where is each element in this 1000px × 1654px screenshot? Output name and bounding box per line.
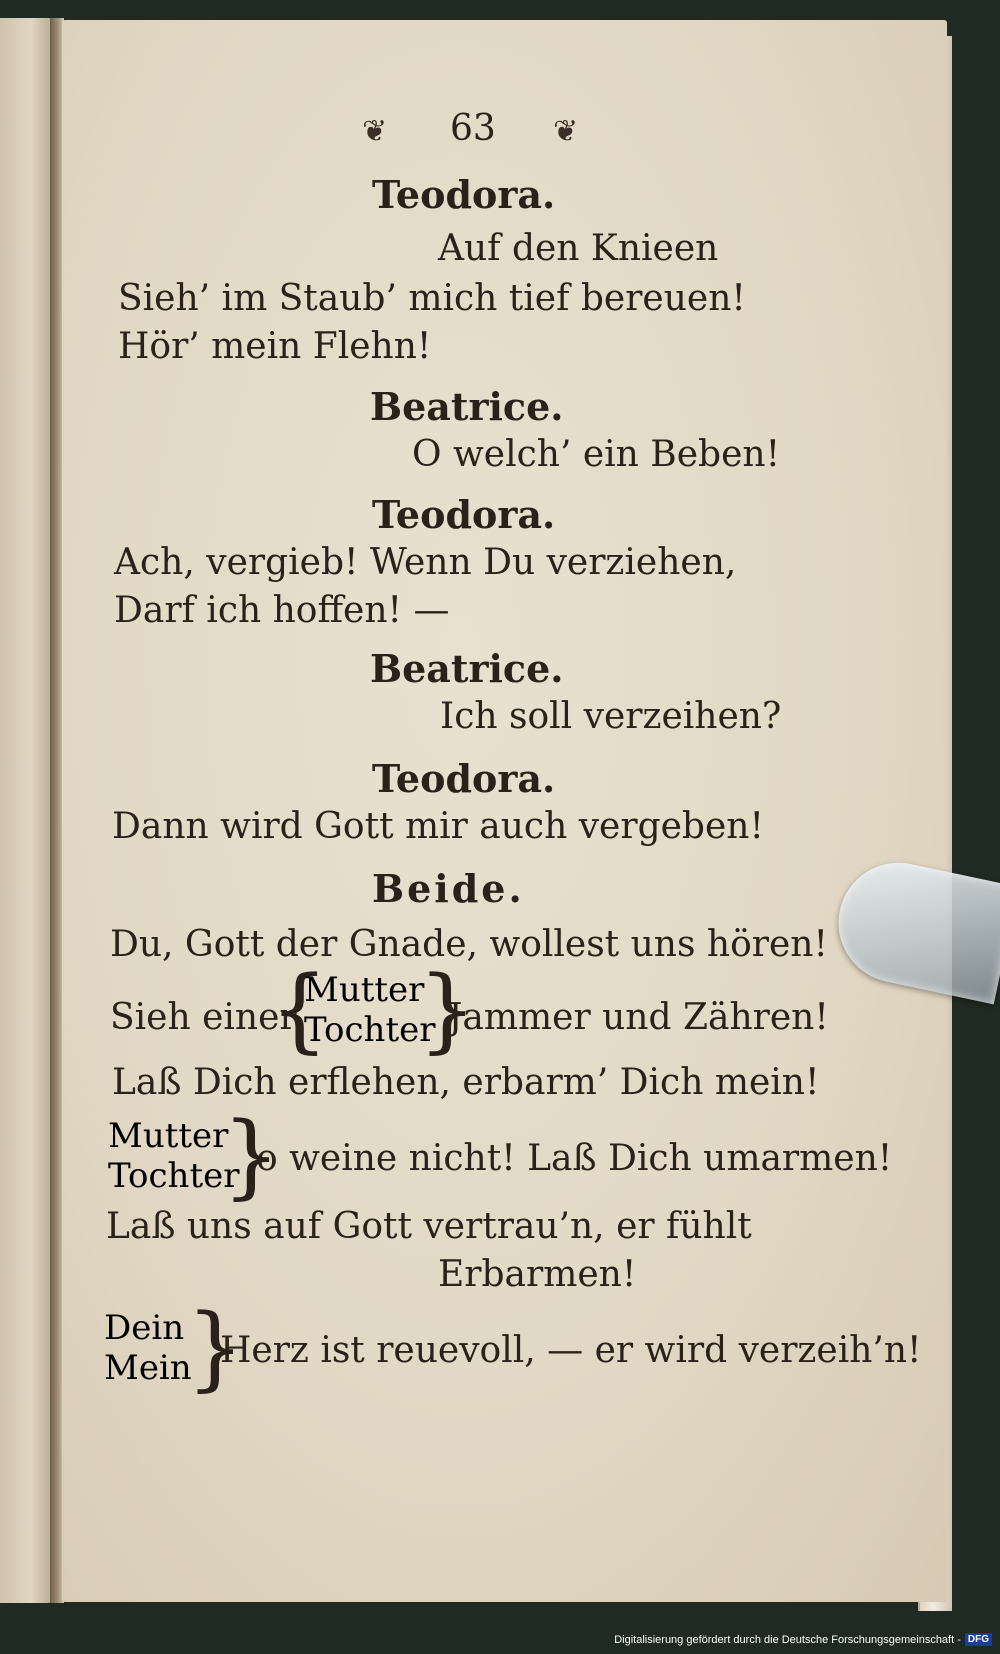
speaker-beide: Beide. bbox=[372, 866, 525, 911]
right-brace-icon: } bbox=[222, 1102, 281, 1209]
alternative-stack bbox=[108, 1116, 239, 1196]
verse-line: Laß uns auf Gott vertrau’n, er fühlt bbox=[106, 1206, 752, 1247]
verse-line-suffix: Jammer und Zähren! bbox=[448, 997, 829, 1038]
alternative-stack bbox=[104, 1308, 192, 1388]
verse-line-prefix: Sieh einer bbox=[110, 997, 297, 1038]
speaker-teodora: Teodora. bbox=[372, 756, 556, 801]
verse-line: Dann wird Gott mir auch vergeben! bbox=[112, 806, 764, 847]
ornament-left-icon: ❦ bbox=[362, 114, 388, 149]
verse-line-continuation: Erbarmen! bbox=[438, 1254, 637, 1295]
ornament-right-icon: ❦ bbox=[553, 114, 579, 149]
speaker-teodora: Teodora. bbox=[372, 172, 556, 217]
left-page-edge bbox=[0, 18, 52, 1603]
alternative-dein: Dein bbox=[104, 1308, 185, 1348]
alternative-mutter: Mutter bbox=[108, 1116, 229, 1156]
verse-line: O welch’ ein Beben! bbox=[412, 434, 781, 475]
verse-line-suffix: o weine nicht! Laß Dich umarmen! bbox=[256, 1138, 893, 1179]
verse-line: Laß Dich erflehen, erbarm’ Dich mein! bbox=[112, 1062, 820, 1103]
alternative-stack bbox=[304, 970, 435, 1050]
alternative-mein: Mein bbox=[104, 1348, 192, 1388]
verse-line: Sieh’ im Staub’ mich tief bereuen! bbox=[118, 278, 746, 319]
page-number: 63 bbox=[450, 108, 496, 149]
verse-line: Auf den Knieen bbox=[438, 228, 719, 269]
verse-line: Darf ich hoffen! — bbox=[114, 590, 450, 631]
digitization-credit bbox=[614, 1633, 992, 1646]
verse-line: Hör’ mein Flehn! bbox=[118, 326, 432, 367]
left-brace-icon: { bbox=[270, 956, 329, 1063]
right-brace-icon: } bbox=[418, 956, 477, 1063]
credit-text: Digitalisierung gefördert durch die Deutsche Forschungsgemeinschaft - bbox=[614, 1633, 961, 1646]
right-brace-icon: } bbox=[186, 1294, 245, 1401]
speaker-beatrice: Beatrice. bbox=[370, 646, 564, 691]
verse-line: Ach, vergieb! Wenn Du verziehen, bbox=[114, 542, 737, 583]
verse-line-suffix: Herz ist reuevoll, — er wird verzeih’n! bbox=[220, 1330, 922, 1371]
alternative-tochter: Tochter bbox=[304, 1010, 436, 1050]
verse-line: Du, Gott der Gnade, wollest uns hören! bbox=[110, 924, 828, 965]
alternative-tochter: Tochter bbox=[108, 1156, 240, 1196]
alternative-mutter: Mutter bbox=[304, 970, 425, 1010]
dfg-logo: DFG bbox=[965, 1633, 992, 1646]
verse-line: Ich soll verzeihen? bbox=[440, 696, 782, 737]
speaker-teodora: Teodora. bbox=[372, 492, 556, 537]
speaker-beatrice: Beatrice. bbox=[370, 384, 564, 429]
